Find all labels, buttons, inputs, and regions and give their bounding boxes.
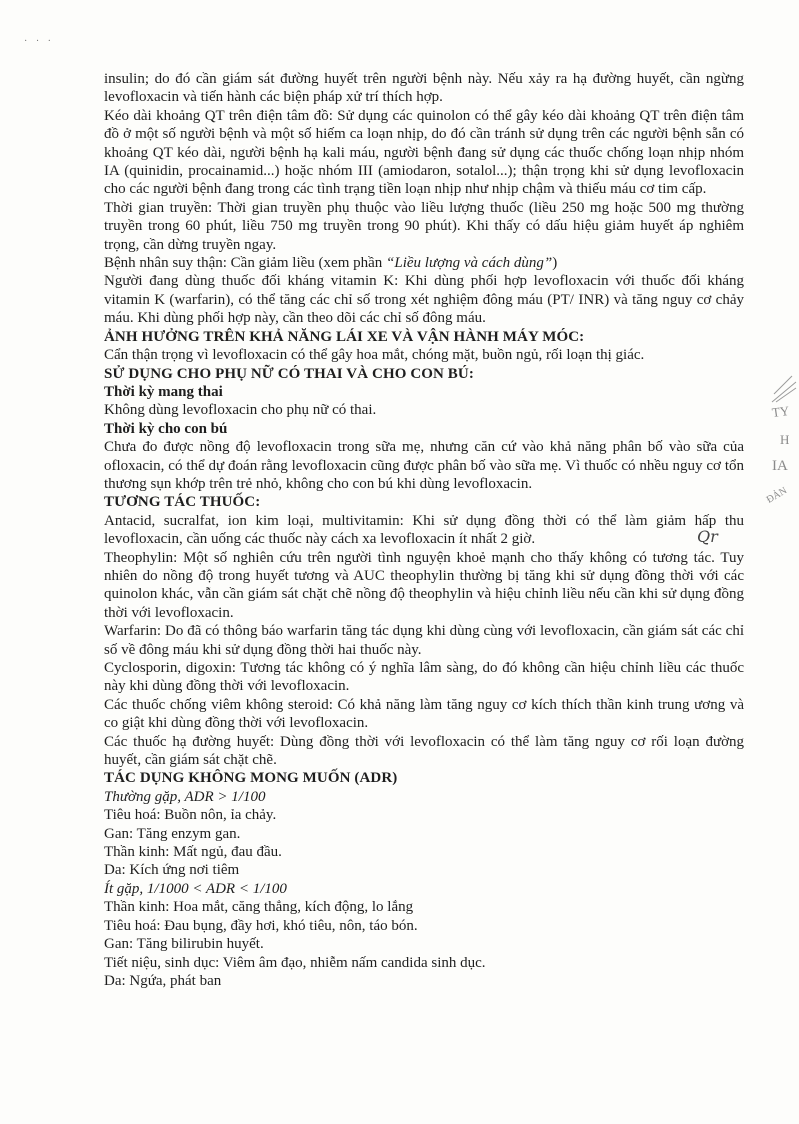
adr-item: Da: Ngứa, phát ban	[104, 972, 222, 989]
document-page	[104, 70, 744, 990]
heading-pregnancy: SỬ DỤNG CHO PHỤ NỮ CÓ THAI VÀ CHO CON BÚ:	[104, 365, 474, 382]
stamp-mark: ĐẢN	[764, 485, 789, 506]
stamp-mark: H	[780, 432, 790, 447]
paragraph-cyclosporin: Cyclosporin, digoxin: Tương tác không có ý nghĩa lâm sàng, do đó không cần hiệu chỉnh liều các thuốc này khi dùng đồng thời với levofloxacin.	[104, 660, 744, 695]
adr-item: Thần kinh: Hoa mắt, căng thẳng, kích động, lo lắng	[104, 899, 414, 916]
paragraph-insulin: insulin; do đó cần giám sát đường huyết trên người bệnh này. Nếu xảy ra hạ đường huyết, cần ngừng levofloxacin và tiến hành các biện pháp xử trí thích hợp.	[104, 71, 744, 106]
subheading-breastfeeding: Thời kỳ cho con bú	[104, 420, 228, 437]
paragraph-infusion-time: Thời gian truyền: Thời gian truyền phụ thuộc vào liều lượng thuốc (liều 250 mg hoặc 500 mg thường truyền trong 60 phút, liều 750 mg truyền trong 90 phút). Khi thấy có dấu hiệu giảm huyết áp nghiêm trọng, cần dừng truyền ngay.	[104, 199, 744, 253]
adr-item: Da: Kích ứng nơi tiêm	[104, 862, 240, 879]
paragraph-warfarin: Warfarin: Do đã có thông báo warfarin tăng tác dụng khi dùng cùng với levofloxacin, cần giám sát các chỉ số về đông máu khi sử dụng đồng thời hai thuốc này.	[104, 623, 744, 658]
paragraph-qt-prolongation: Kéo dài khoảng QT trên điện tâm đồ: Sử dụng các quinolon có thể gây kéo dài khoảng QT trên điện tâm đồ ở một số người bệnh và một số hiếm ca loạn nhịp, do đó cần tránh sử dụng trên các người bệnh sẵn có khoảng QT kéo dài, người bệnh hạ kali máu, người bệnh đang sử dụng các thuốc chống loạn nhịp nhóm IA (quinidin, procainamid...) hoặc nhóm III (amiodaron, sotalol...); thận trọng khi sử dụng levofloxacin cho các người bệnh đang trong các tình trạng tiền loạn nhịp như nhịp chậm và thiếu máu cơ tim cấp.	[104, 107, 744, 198]
subheading-pregnancy: Thời kỳ mang thai	[104, 383, 223, 400]
heading-interactions: TƯƠNG TÁC THUỐC:	[104, 494, 261, 511]
paragraph-renal-impairment: Bệnh nhân suy thận: Cần giảm liều (xem phần “Liều lượng và cách dùng”)	[104, 255, 558, 272]
paragraph-antacid: Antacid, sucralfat, ion kim loại, multivitamin: Khi sử dụng đồng thời có thể làm giảm hấp thu levofloxacin, cần uống các thuốc này cách xa levofloxacin ít nhất 2 giờ.	[104, 512, 744, 548]
paragraph-theophylin: Theophylin: Một số nghiên cứu trên người tình nguyện khoẻ mạnh cho thấy không có tương tác. Tuy nhiên do nồng độ trong huyết tương và AUC theophylin thường bị tăng khi sử dụng đồng thời với các quinolon khác, vẫn cần giám sát chặt chẽ nồng độ theophylin và hiệu chỉnh liều nếu cần khi sử dụng đồng thời với levofloxacin.	[104, 549, 744, 621]
heading-adverse-reactions: TÁC DỤNG KHÔNG MONG MUỐN (ADR)	[104, 770, 398, 787]
paragraph-driving: Cẩn thận trọng vì levofloxacin có thể gây hoa mắt, chóng mặt, buồn ngủ, rối loạn thị giác.	[104, 347, 645, 364]
heading-driving: ẢNH HƯỞNG TRÊN KHẢ NĂNG LÁI XE VÀ VẬN HÀNH MÁY MÓC:	[104, 328, 585, 345]
adr-item: Thần kinh: Mất ngủ, đau đầu.	[104, 844, 282, 861]
adr-item: Gan: Tăng enzym gan.	[104, 825, 241, 842]
handwritten-initials: Qr	[697, 527, 718, 546]
scan-speckles: · · ·	[24, 36, 54, 47]
paragraph-nsaid: Các thuốc chống viêm không steroid: Có khả năng làm tăng nguy cơ kích thích thần kinh trung ương và co giật khi dùng đồng thời với levofloxacin.	[104, 696, 744, 732]
adr-item: Tiêu hoá: Buồn nôn, ỉa chảy.	[104, 807, 277, 824]
paragraph-hypoglycemic: Các thuốc hạ đường huyết: Dùng đồng thời với levofloxacin có thể làm tăng nguy cơ rối loạn đường huyết, cần giám sát chặt chẽ.	[104, 733, 744, 769]
adr-item: Tiết niệu, sinh dục: Viêm âm đạo, nhiễm nấm candida sinh dục.	[104, 954, 486, 971]
frequency-uncommon: Ít gặp, 1/1000 < ADR < 1/100	[104, 880, 287, 897]
adr-item: Tiêu hoá: Đau bụng, đầy hơi, khó tiêu, nôn, táo bón.	[104, 917, 418, 934]
adr-item: Gan: Tăng bilirubin huyết.	[104, 936, 264, 953]
stamp-mark: TY	[770, 402, 791, 421]
dosage-reference: “Liều lượng và cách dùng”	[386, 255, 553, 272]
frequency-common: Thường gặp, ADR > 1/100	[104, 788, 266, 805]
paragraph-breastfeeding: Chưa đo được nồng độ levofloxacin trong sữa mẹ, nhưng căn cứ vào khả năng phân bố vào sữa của ofloxacin, có thể dự đoán rằng levofloxacin cũng được phân bố vào sữa mẹ. Vì thuốc có nhều nguy cơ tổn thương sụn khớp trên trẻ nhỏ, không cho con bú khi dùng levofloxacin.	[104, 439, 744, 492]
stamp-arc-icon	[770, 372, 798, 404]
stamp-mark: IA	[772, 458, 788, 474]
paragraph-vitamin-k: Người đang dùng thuốc đối kháng vitamin K: Khi dùng phối hợp levofloxacin với thuốc đối kháng vitamin K (warfarin), có thể tăng các chỉ số trong xét nghiệm đông máu (PT/ INR) và tăng nguy cơ chảy máu. Khi dùng phối hợp này, cần theo dõi các chỉ số đông máu.	[104, 273, 744, 327]
paragraph-pregnancy: Không dùng levofloxacin cho phụ nữ có thai.	[104, 402, 377, 419]
